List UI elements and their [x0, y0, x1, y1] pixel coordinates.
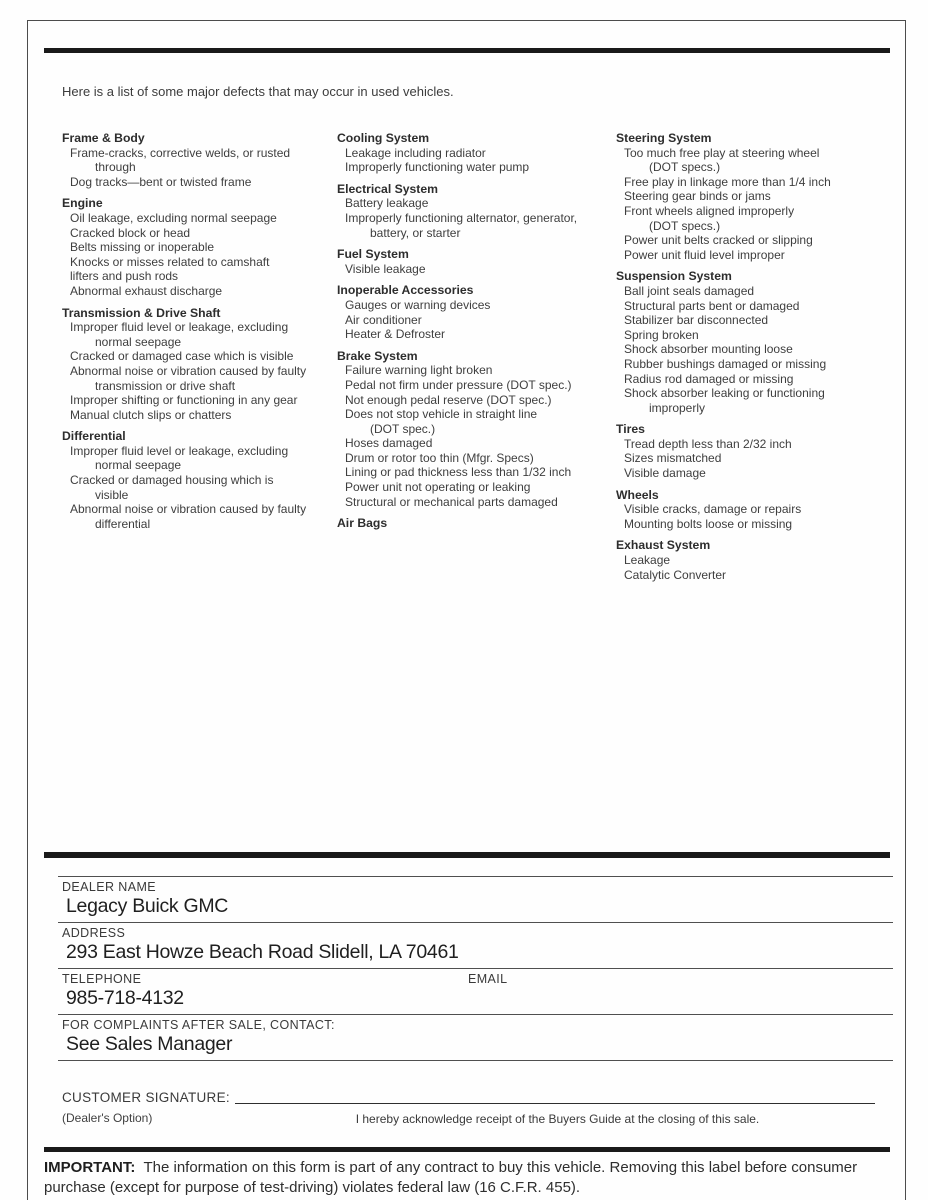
defect-section-heading: Electrical System	[337, 181, 438, 196]
important-label: IMPORTANT:	[44, 1159, 136, 1176]
defect-item-line: Structural parts bent or damaged	[624, 298, 800, 313]
signature-acknowledgement-text: I hereby acknowledge receipt of the Buyers Guide at the closing of this sale.	[355, 1112, 760, 1126]
defects-columns	[62, 131, 892, 582]
defect-item-line: Radius rod damaged or missing	[624, 371, 794, 386]
dealer-field-label: ADDRESS	[62, 926, 126, 940]
defect-item-line: Knocks or misses related to camshaft	[70, 254, 270, 269]
defect-item-line: transmission or drive shaft	[95, 378, 236, 393]
defect-item-line: Frame-cracks, corrective welds, or rusted	[70, 145, 291, 160]
dealer-field-value: 293 East Howze Beach Road Slidell, LA 70461	[66, 941, 459, 963]
defect-item-line: through	[95, 160, 136, 175]
defect-item-line: Stabilizer bar disconnected	[624, 313, 769, 328]
defect-section-heading: Suspension System	[616, 269, 732, 284]
customer-signature-label: CUSTOMER SIGNATURE:	[62, 1090, 230, 1105]
defect-item-line: Shock absorber leaking or functioning	[624, 386, 825, 401]
customer-signature-line	[235, 1103, 875, 1104]
dealer-field-value: 985-718-4132	[66, 987, 184, 1009]
defect-item-line: normal seepage	[95, 334, 182, 349]
defect-item-line: Catalytic Converter	[624, 567, 727, 582]
dealer-section-divider-rule	[44, 852, 890, 858]
defect-item-line: Shock absorber mounting loose	[624, 342, 793, 357]
defect-item-line: Sizes mismatched	[624, 451, 722, 466]
defect-item-line: Cracked block or head	[70, 225, 191, 240]
defect-section-heading: Fuel System	[337, 247, 409, 262]
defect-item-line: Abnormal exhaust discharge	[70, 283, 223, 298]
defect-section-heading: Differential	[62, 429, 126, 444]
defect-section-heading: Air Bags	[337, 516, 388, 531]
defect-item-line: Power unit not operating or leaking	[345, 480, 531, 495]
dealer-field	[58, 968, 893, 1014]
dealer-info-fields	[58, 876, 893, 1061]
defect-item-line: Lining or pad thickness less than 1/32 inch	[345, 465, 572, 480]
defect-item-line: visible	[95, 487, 129, 502]
defect-column-2	[337, 131, 616, 582]
defect-item-line: differential	[95, 516, 151, 531]
defect-item-line: Steering gear binds or jams	[624, 189, 771, 204]
defect-item-line: (DOT specs.)	[649, 218, 721, 233]
defect-section-heading: Inoperable Accessories	[337, 283, 474, 298]
defect-section-heading: Transmission & Drive Shaft	[62, 305, 221, 320]
defect-item-line: Air conditioner	[345, 312, 422, 327]
defect-item-line: Hoses damaged	[345, 436, 433, 451]
defect-item-line: Leakage	[624, 553, 671, 568]
defect-item-line: Power unit belts cracked or slipping	[624, 233, 813, 248]
defect-item-line: Failure warning light broken	[345, 363, 493, 378]
defect-item-line: Not enough pedal reserve (DOT spec.)	[345, 392, 552, 407]
defect-item-line: improperly	[649, 400, 706, 415]
defect-item-line: battery, or starter	[370, 225, 461, 240]
defect-item-line: Leakage including radiator	[345, 145, 486, 160]
defect-item-line: Power unit fluid level improper	[624, 247, 785, 262]
defect-item-line: Dog tracks—bent or twisted frame	[70, 174, 252, 189]
dealer-field-value: Legacy Buick GMC	[66, 895, 229, 917]
dealer-field-label: DEALER NAME	[62, 880, 157, 894]
defect-item-line: Does not stop vehicle in straight line	[345, 407, 538, 422]
defect-item-line: Oil leakage, excluding normal seepage	[70, 210, 277, 225]
defect-item-line: Pedal not firm under pressure (DOT spec.)	[345, 377, 572, 392]
defect-item-line: Structural or mechanical parts damaged	[345, 494, 558, 509]
defect-item-line: normal seepage	[95, 458, 182, 473]
defect-item-line: Abnormal noise or vibration caused by faulty	[70, 363, 307, 378]
defect-item-line: lifters and push rods	[70, 269, 179, 284]
dealer-field	[58, 876, 893, 922]
defects-intro-text: Here is a list of some major defects that may occur in used vehicles.	[62, 84, 454, 99]
defect-item-line: Spring broken	[624, 327, 699, 342]
defect-section-heading: Steering System	[616, 131, 712, 145]
defect-item-line: Too much free play at steering wheel	[624, 145, 820, 160]
dealer-field-label: TELEPHONE	[62, 972, 142, 986]
customer-signature-row	[62, 1090, 875, 1105]
important-text: The information on this form is part of any contract to buy this vehicle. Removing this label before consumer purchase (except for purpose of test-driving) violates federal law (16 C.F.R. 455).	[44, 1159, 858, 1196]
defect-item-line: Cracked or damaged housing which is	[70, 473, 274, 488]
defect-item-line: Improper fluid level or leakage, excluding	[70, 443, 289, 458]
defect-item-line: (DOT spec.)	[370, 421, 436, 436]
defect-section-heading: Engine	[62, 196, 103, 211]
defect-item-line: Gauges or warning devices	[345, 297, 491, 312]
defect-item-line: Free play in linkage more than 1/4 inch	[624, 174, 831, 189]
defect-item-line: Drum or rotor too thin (Mfgr. Specs)	[345, 450, 534, 465]
defect-item-line: Rubber bushings damaged or missing	[624, 356, 827, 371]
defect-section-heading: Tires	[616, 422, 645, 437]
dealer-field-value: See Sales Manager	[66, 1033, 233, 1055]
defect-item-line: Visible damage	[624, 466, 706, 481]
defect-item-line: Battery leakage	[345, 196, 429, 211]
defect-item-line: Improper shifting or functioning in any gear	[70, 393, 298, 408]
dealer-field	[58, 1014, 893, 1061]
defect-item-line: Cracked or damaged case which is visible	[70, 349, 294, 364]
defect-item-line: Improper fluid level or leakage, excluding	[70, 320, 289, 335]
dealer-field-label: FOR COMPLAINTS AFTER SALE, CONTACT:	[62, 1018, 335, 1032]
defect-item-line: Heater & Defroster	[345, 327, 446, 342]
dealers-option-label: (Dealer's Option)	[62, 1111, 153, 1125]
defect-item-line: Improperly functioning water pump	[345, 160, 530, 175]
top-divider-rule	[44, 48, 890, 53]
defect-item-line: Front wheels aligned improperly	[624, 203, 795, 218]
defect-item-line: Tread depth less than 2/32 inch	[624, 436, 792, 451]
important-notice	[44, 1158, 894, 1198]
defect-column-3	[616, 131, 892, 582]
defect-item-line: Abnormal noise or vibration caused by faulty	[70, 502, 307, 517]
defect-section-heading: Exhaust System	[616, 538, 711, 553]
defect-column-1	[62, 131, 337, 582]
defect-item-line: Mounting bolts loose or missing	[624, 516, 793, 531]
defect-item-line: Visible cracks, damage or repairs	[624, 502, 802, 517]
defect-section-heading: Cooling System	[337, 131, 430, 145]
dealer-field-secondary-label: EMAIL	[468, 972, 508, 986]
defect-section-heading: Frame & Body	[62, 131, 145, 145]
defect-item-line: Visible leakage	[345, 261, 426, 276]
defect-item-line: Belts missing or inoperable	[70, 240, 215, 255]
defect-section-heading: Wheels	[616, 487, 659, 502]
defect-section-heading: Brake System	[337, 348, 418, 363]
defect-item-line: Manual clutch slips or chatters	[70, 407, 232, 422]
defect-item-line: (DOT specs.)	[649, 160, 721, 175]
defect-item-line: Improperly functioning alternator, generator,	[345, 210, 578, 225]
dealer-field	[58, 922, 893, 968]
defect-item-line: Ball joint seals damaged	[624, 283, 755, 298]
important-section-divider-rule	[44, 1147, 890, 1152]
